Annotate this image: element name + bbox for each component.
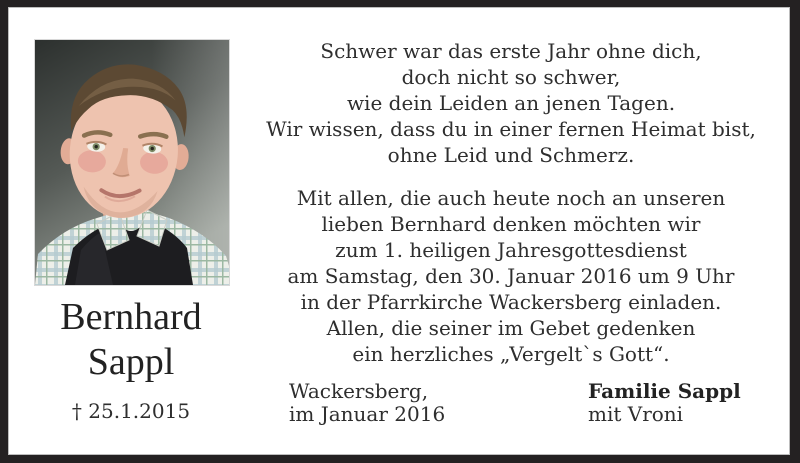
invitation-paragraph	[239, 185, 783, 367]
poem-line: Schwer war das erste Jahr ohne dich,	[320, 39, 702, 63]
invitation-line: am Samstag, den 30. Januar 2016 um 9 Uhr	[287, 264, 735, 288]
memorial-notice-card	[8, 7, 790, 455]
footer-date: im Januar 2016	[289, 402, 446, 426]
footer-family-name: Familie Sappl	[588, 379, 741, 403]
invitation-line: lieben Bernhard denken möchten wir	[321, 212, 701, 236]
footer-family-with: mit Vroni	[588, 402, 684, 426]
death-date: † 25.1.2015	[71, 399, 191, 423]
memorial-text	[239, 38, 783, 367]
deceased-first-name: Bernhard	[60, 296, 202, 338]
invitation-line: ein herzliches „Vergelt`s Gott“.	[352, 342, 670, 366]
poem-line: doch nicht so schwer,	[401, 65, 621, 89]
footer-place: Wackersberg,	[289, 379, 429, 403]
deceased-name	[9, 295, 253, 385]
portrait-illustration	[35, 40, 229, 285]
poem-line: wie dein Leiden an jenen Tagen.	[346, 91, 676, 115]
invitation-line: zum 1. heiligen Jahresgottesdienst	[335, 238, 687, 262]
footer-family-signature	[588, 380, 741, 426]
invitation-line: Allen, die seiner im Gebet gedenken	[326, 316, 696, 340]
deceased-last-name: Sappl	[87, 341, 175, 383]
invitation-line: Mit allen, die auch heute noch an unseren	[296, 186, 726, 210]
poem-line: Wir wissen, dass du in einer fernen Heimat bist,	[266, 117, 756, 141]
poem-line: ohne Leid und Schmerz.	[387, 143, 635, 167]
invitation-line: in der Pfarrkirche Wackersberg einladen.	[300, 290, 722, 314]
deceased-portrait-photo	[34, 39, 230, 286]
poem-paragraph	[239, 38, 783, 168]
footer-place-date	[289, 380, 445, 426]
